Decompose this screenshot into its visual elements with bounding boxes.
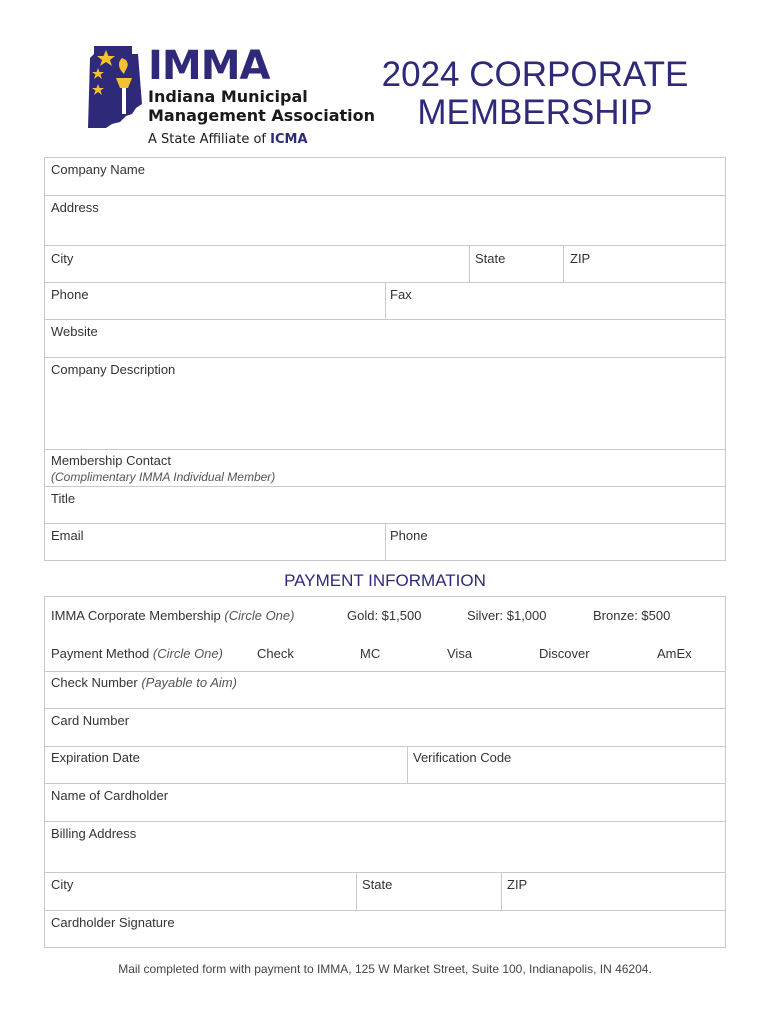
phone-label: Phone <box>51 287 89 302</box>
card-number-label: Card Number <box>51 713 130 728</box>
website-field[interactable] <box>45 320 725 358</box>
company-description-field[interactable] <box>45 358 725 450</box>
billing-state-label: State <box>362 877 393 892</box>
company-description-label: Company Description <box>51 362 176 377</box>
zip-label: ZIP <box>570 251 591 266</box>
title-label: Title <box>51 491 76 506</box>
membership-contact-note: (Complimentary IMMA Individual Member) <box>51 470 276 484</box>
amex-option[interactable]: AmEx <box>657 646 692 661</box>
check-number-label: Check Number (Payable to Aim) <box>51 675 237 690</box>
logo-line1: Indiana Municipal <box>148 87 308 106</box>
mailing-instructions: Mail completed form with payment to IMMA, 125 W Market Street, Suite 100, Indianapolis, IN 46204. <box>118 962 652 976</box>
company-name-label: Company Name <box>51 162 145 177</box>
address-label: Address <box>51 200 99 215</box>
imma-logo <box>86 43 376 150</box>
membership-level-row <box>45 597 725 634</box>
title-line2: MEMBERSHIP <box>417 93 653 132</box>
payment-heading: PAYMENT INFORMATION <box>284 571 486 590</box>
membership-contact-field[interactable] <box>45 450 725 487</box>
expiration-verification-row <box>45 747 725 784</box>
billing-address-label: Billing Address <box>51 826 137 841</box>
company-form <box>44 157 726 561</box>
state-label: State <box>475 251 506 266</box>
title-line1: 2024 CORPORATE <box>381 55 689 94</box>
billing-address-field[interactable] <box>45 822 725 873</box>
address-field[interactable] <box>45 196 725 246</box>
visa-option[interactable]: Visa <box>447 646 473 661</box>
logo-wordmark: IMMA <box>148 43 270 89</box>
title-field[interactable] <box>45 487 725 524</box>
cardholder-signature-field[interactable] <box>45 911 725 947</box>
billing-city-label: City <box>51 877 74 892</box>
gold-option[interactable]: Gold: $1,500 <box>347 608 422 623</box>
expiration-date-label: Expiration Date <box>51 750 140 765</box>
logo-line2: Management Association <box>148 106 376 125</box>
billing-city-state-zip-row <box>45 873 725 911</box>
check-option[interactable]: Check <box>257 646 294 661</box>
affiliate-name: ICMA <box>270 132 308 147</box>
page-title <box>360 56 710 132</box>
membership-level-label: IMMA Corporate Membership (Circle One) <box>51 608 295 623</box>
verification-code-label: Verification Code <box>413 750 512 765</box>
payment-form <box>44 596 726 948</box>
city-label: City <box>51 251 74 266</box>
payment-method-label: Payment Method (Circle One) <box>51 646 223 661</box>
website-label: Website <box>51 324 98 339</box>
city-state-zip-row <box>45 246 725 283</box>
check-number-field[interactable] <box>45 672 725 709</box>
affiliate-prefix: A State Affiliate of <box>148 132 266 147</box>
billing-zip-label: ZIP <box>507 877 528 892</box>
membership-contact-label: Membership Contact <box>51 453 171 468</box>
payment-method-row <box>45 634 725 672</box>
email-phone-row <box>45 524 725 560</box>
logo-affiliate <box>148 132 308 148</box>
phone-fax-row <box>45 283 725 320</box>
card-number-field[interactable] <box>45 709 725 747</box>
indiana-torch-icon <box>86 44 146 130</box>
bronze-option[interactable]: Bronze: $500 <box>593 608 671 623</box>
mc-option[interactable]: MC <box>360 646 381 661</box>
contact-phone-label: Phone <box>390 528 428 543</box>
cardholder-name-label: Name of Cardholder <box>51 788 169 803</box>
company-name-field[interactable] <box>45 158 725 196</box>
discover-option[interactable]: Discover <box>539 646 590 661</box>
cardholder-name-field[interactable] <box>45 784 725 822</box>
cardholder-signature-label: Cardholder Signature <box>51 915 175 930</box>
silver-option[interactable]: Silver: $1,000 <box>467 608 547 623</box>
fax-label: Fax <box>390 287 412 302</box>
email-label: Email <box>51 528 84 543</box>
